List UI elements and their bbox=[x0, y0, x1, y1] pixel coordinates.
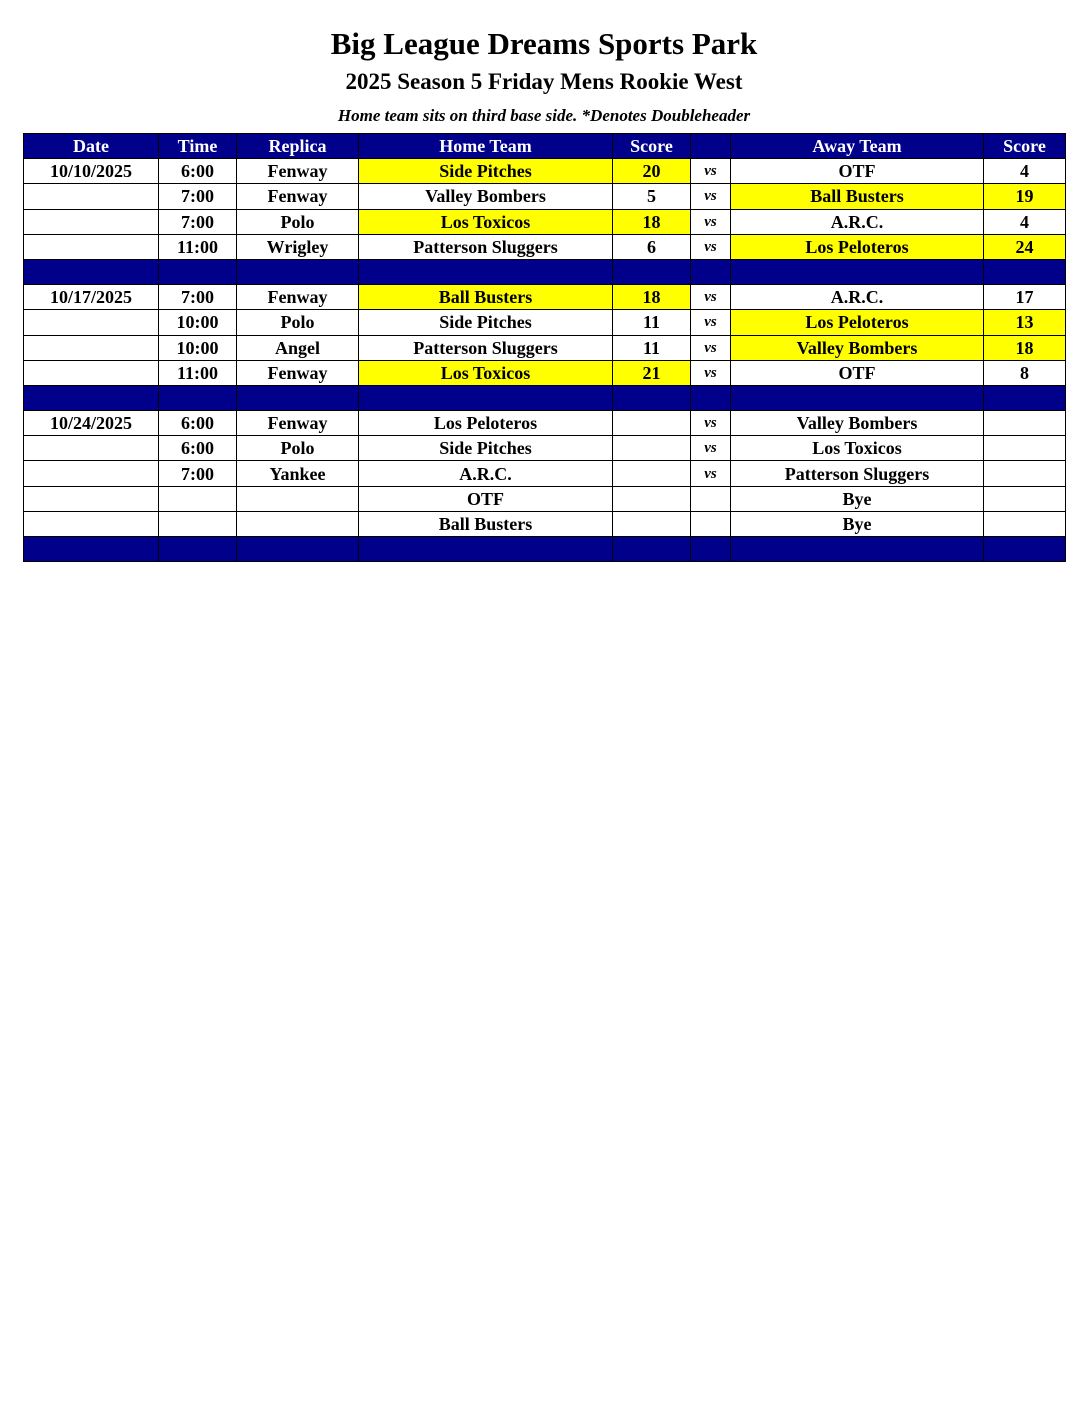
table-row bbox=[24, 234, 1066, 259]
cell-home-score: 6 bbox=[613, 234, 691, 259]
cell-home-score: 21 bbox=[613, 360, 691, 385]
cell-home-team: Patterson Sluggers bbox=[359, 234, 613, 259]
separator-cell bbox=[237, 385, 359, 410]
cell-away-score bbox=[984, 411, 1066, 436]
cell-away-score: 8 bbox=[984, 360, 1066, 385]
separator-row bbox=[24, 259, 1066, 284]
cell-home-team: Valley Bombers bbox=[359, 184, 613, 209]
cell-vs: vs bbox=[691, 285, 731, 310]
cell-date bbox=[24, 436, 159, 461]
cell-home-score bbox=[613, 511, 691, 536]
cell-vs: vs bbox=[691, 436, 731, 461]
cell-date: 10/17/2025 bbox=[24, 285, 159, 310]
separator-cell bbox=[159, 385, 237, 410]
separator-cell bbox=[731, 259, 984, 284]
cell-date bbox=[24, 486, 159, 511]
cell-home-team: Patterson Sluggers bbox=[359, 335, 613, 360]
table-row bbox=[24, 285, 1066, 310]
separator-cell bbox=[613, 385, 691, 410]
cell-replica: Polo bbox=[237, 436, 359, 461]
separator-cell bbox=[237, 537, 359, 562]
cell-time: 10:00 bbox=[159, 335, 237, 360]
separator-cell bbox=[731, 537, 984, 562]
cell-away-team: A.R.C. bbox=[731, 285, 984, 310]
table-row bbox=[24, 360, 1066, 385]
separator-cell bbox=[984, 537, 1066, 562]
table-row bbox=[24, 436, 1066, 461]
separator-cell bbox=[359, 385, 613, 410]
separator-cell bbox=[731, 385, 984, 410]
separator-cell bbox=[613, 537, 691, 562]
cell-date: 10/10/2025 bbox=[24, 159, 159, 184]
separator-cell bbox=[24, 385, 159, 410]
separator-cell bbox=[359, 259, 613, 284]
cell-home-team: Side Pitches bbox=[359, 159, 613, 184]
cell-vs: vs bbox=[691, 335, 731, 360]
table-row bbox=[24, 335, 1066, 360]
cell-home-team: Los Toxicos bbox=[359, 209, 613, 234]
col-header-time: Time bbox=[159, 134, 237, 159]
cell-home-score bbox=[613, 461, 691, 486]
cell-away-score bbox=[984, 486, 1066, 511]
cell-vs: vs bbox=[691, 159, 731, 184]
cell-away-team: Los Peloteros bbox=[731, 310, 984, 335]
table-row bbox=[24, 411, 1066, 436]
cell-time: 7:00 bbox=[159, 209, 237, 234]
cell-away-team: Los Peloteros bbox=[731, 234, 984, 259]
cell-away-team: Los Toxicos bbox=[731, 436, 984, 461]
cell-away-team: OTF bbox=[731, 159, 984, 184]
cell-home-team: Ball Busters bbox=[359, 511, 613, 536]
cell-vs: vs bbox=[691, 234, 731, 259]
page-subtitle: 2025 Season 5 Friday Mens Rookie West bbox=[345, 69, 743, 94]
table-row bbox=[24, 159, 1066, 184]
cell-home-team: Los Peloteros bbox=[359, 411, 613, 436]
cell-time: 7:00 bbox=[159, 461, 237, 486]
cell-vs: vs bbox=[691, 209, 731, 234]
col-header-away-team: Away Team bbox=[731, 134, 984, 159]
separator-cell bbox=[159, 259, 237, 284]
cell-away-team: Bye bbox=[731, 511, 984, 536]
cell-away-score: 4 bbox=[984, 159, 1066, 184]
separator-cell bbox=[613, 259, 691, 284]
cell-away-team: Ball Busters bbox=[731, 184, 984, 209]
col-header-home-score: Score bbox=[613, 134, 691, 159]
table-row bbox=[24, 461, 1066, 486]
cell-away-team: Valley Bombers bbox=[731, 411, 984, 436]
page-title: Big League Dreams Sports Park bbox=[330, 26, 758, 61]
cell-away-score bbox=[984, 511, 1066, 536]
cell-home-team: Ball Busters bbox=[359, 285, 613, 310]
cell-replica: Fenway bbox=[237, 285, 359, 310]
cell-vs: vs bbox=[691, 461, 731, 486]
cell-home-score bbox=[613, 436, 691, 461]
cell-home-score: 20 bbox=[613, 159, 691, 184]
cell-vs: vs bbox=[691, 310, 731, 335]
cell-date: 10/24/2025 bbox=[24, 411, 159, 436]
cell-date bbox=[24, 360, 159, 385]
cell-replica: Polo bbox=[237, 310, 359, 335]
cell-home-team: OTF bbox=[359, 486, 613, 511]
cell-vs: vs bbox=[691, 184, 731, 209]
separator-cell bbox=[24, 537, 159, 562]
cell-replica: Fenway bbox=[237, 184, 359, 209]
separator-cell bbox=[359, 537, 613, 562]
separator-cell bbox=[691, 537, 731, 562]
table-row bbox=[24, 209, 1066, 234]
separator-cell bbox=[159, 537, 237, 562]
header-row bbox=[24, 134, 1066, 159]
cell-time bbox=[159, 511, 237, 536]
cell-away-team: Patterson Sluggers bbox=[731, 461, 984, 486]
col-header-home-team: Home Team bbox=[359, 134, 613, 159]
cell-time: 6:00 bbox=[159, 159, 237, 184]
table-row bbox=[24, 511, 1066, 536]
cell-vs bbox=[691, 511, 731, 536]
separator-cell bbox=[237, 259, 359, 284]
cell-home-score: 11 bbox=[613, 335, 691, 360]
separator-cell bbox=[691, 385, 731, 410]
col-header-vs bbox=[691, 134, 731, 159]
cell-away-team: OTF bbox=[731, 360, 984, 385]
table-row bbox=[24, 486, 1066, 511]
cell-replica bbox=[237, 486, 359, 511]
cell-away-score bbox=[984, 436, 1066, 461]
cell-time: 10:00 bbox=[159, 310, 237, 335]
cell-time: 6:00 bbox=[159, 436, 237, 461]
cell-replica bbox=[237, 511, 359, 536]
cell-date bbox=[24, 335, 159, 360]
cell-home-team: Los Toxicos bbox=[359, 360, 613, 385]
cell-replica: Angel bbox=[237, 335, 359, 360]
cell-away-team: Bye bbox=[731, 486, 984, 511]
cell-away-score: 18 bbox=[984, 335, 1066, 360]
cell-home-score: 11 bbox=[613, 310, 691, 335]
cell-away-score: 19 bbox=[984, 184, 1066, 209]
cell-date bbox=[24, 184, 159, 209]
cell-away-team: A.R.C. bbox=[731, 209, 984, 234]
separator-row bbox=[24, 385, 1066, 410]
cell-replica: Polo bbox=[237, 209, 359, 234]
cell-date bbox=[24, 461, 159, 486]
cell-time bbox=[159, 486, 237, 511]
cell-replica: Fenway bbox=[237, 159, 359, 184]
cell-away-score: 13 bbox=[984, 310, 1066, 335]
cell-away-score: 24 bbox=[984, 234, 1066, 259]
separator-cell bbox=[984, 385, 1066, 410]
cell-time: 11:00 bbox=[159, 360, 237, 385]
cell-date bbox=[24, 310, 159, 335]
cell-replica: Yankee bbox=[237, 461, 359, 486]
cell-home-score: 5 bbox=[613, 184, 691, 209]
cell-vs: vs bbox=[691, 360, 731, 385]
cell-away-score: 4 bbox=[984, 209, 1066, 234]
cell-date bbox=[24, 234, 159, 259]
cell-date bbox=[24, 511, 159, 536]
schedule-body bbox=[24, 159, 1066, 562]
table-row bbox=[24, 310, 1066, 335]
cell-away-team: Valley Bombers bbox=[731, 335, 984, 360]
cell-away-score: 17 bbox=[984, 285, 1066, 310]
cell-time: 7:00 bbox=[159, 285, 237, 310]
cell-home-team: Side Pitches bbox=[359, 436, 613, 461]
cell-replica: Fenway bbox=[237, 411, 359, 436]
schedule-table bbox=[23, 133, 1066, 562]
cell-time: 6:00 bbox=[159, 411, 237, 436]
cell-away-score bbox=[984, 461, 1066, 486]
cell-home-team: A.R.C. bbox=[359, 461, 613, 486]
cell-vs bbox=[691, 486, 731, 511]
cell-replica: Wrigley bbox=[237, 234, 359, 259]
cell-home-team: Side Pitches bbox=[359, 310, 613, 335]
cell-replica: Fenway bbox=[237, 360, 359, 385]
col-header-away-score: Score bbox=[984, 134, 1066, 159]
separator-cell bbox=[691, 259, 731, 284]
cell-vs: vs bbox=[691, 411, 731, 436]
separator-row bbox=[24, 537, 1066, 562]
col-header-replica: Replica bbox=[237, 134, 359, 159]
separator-cell bbox=[24, 259, 159, 284]
cell-time: 11:00 bbox=[159, 234, 237, 259]
cell-home-score bbox=[613, 486, 691, 511]
cell-home-score bbox=[613, 411, 691, 436]
separator-cell bbox=[984, 259, 1066, 284]
cell-time: 7:00 bbox=[159, 184, 237, 209]
cell-home-score: 18 bbox=[613, 209, 691, 234]
cell-home-score: 18 bbox=[613, 285, 691, 310]
schedule-note: Home team sits on third base side. *Denotes Doubleheader bbox=[337, 106, 751, 125]
table-row bbox=[24, 184, 1066, 209]
col-header-date: Date bbox=[24, 134, 159, 159]
cell-date bbox=[24, 209, 159, 234]
